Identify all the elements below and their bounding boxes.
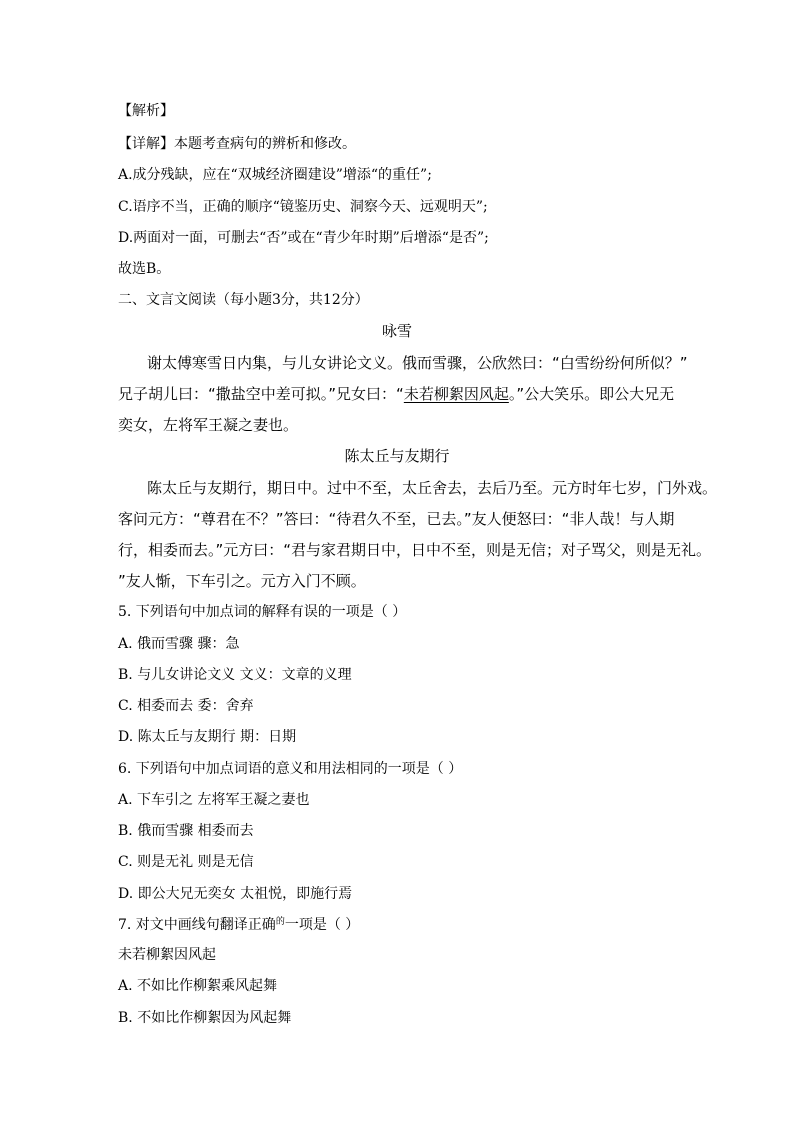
passage2-title: 陈太丘与友期行 <box>344 447 450 465</box>
analysis-heading: 【解析】 <box>118 103 174 119</box>
q6-option-c: C. 则是无礼 则是无信 <box>118 854 254 870</box>
q7-stem <box>118 915 359 935</box>
q5-option-c: C. 相委而去 委：舍弃 <box>118 698 254 714</box>
q6-option-d: D. 即公大兄无奕女 太祖悦，即施行焉 <box>118 886 353 902</box>
passage1-line2-start: 兄子胡儿曰：“撒盐空中差可拟。”兄女曰：“ <box>118 385 404 403</box>
q6-option-a: A. 下车引之 左将军王凝之妻也 <box>118 792 310 808</box>
q6-stem: 6. 下列语句中加点词语的意义和用法相同的一项是（ ） <box>118 761 463 777</box>
passage2-line1: 陈太丘与友期行，期日中。过中不至，太丘舍去，去后乃至。元方时年七岁，门外戏。 <box>147 479 718 497</box>
passage2-line3: 行，相委而去。”元方曰：“君与家君期日中，日中不至，则是无信；对子骂父，则是无礼。 <box>118 541 712 559</box>
passage1-line1: 谢太傅寒雪日内集，与儿女讲论文义。俄而雪骤，公欣然曰：“白雪纷纷何所似？” <box>147 354 688 372</box>
analysis-option-a: A.成分残缺，应在“双城经济圈建设”增添“的重任”; <box>118 167 432 183</box>
q5-option-d: D. 陈太丘与友期行 期：日期 <box>118 729 297 745</box>
q7-stem-start: 7. 对文中画线句翻译正确 <box>118 917 276 933</box>
section-title: 二、文言文阅读（每小题3分，共12分） <box>118 292 369 308</box>
passage1-line3: 奕女，左将军王凝之妻也。 <box>118 416 299 434</box>
q6-option-b: B. 俄而雪骤 相委而去 <box>118 823 254 839</box>
q5-option-b: B. 与儿女讲论文义 文义：文章的义理 <box>118 667 352 683</box>
q5-stem: 5. 下列语句中加点词的解释有误的一项是（ ） <box>118 604 407 620</box>
q5-option-a: A. 俄而雪骤 骤：急 <box>118 636 240 652</box>
passage1-line2 <box>118 384 674 404</box>
q7-option-a: A. 不如比作柳絮乘风起舞 <box>118 978 278 994</box>
passage1-title: 咏雪 <box>381 322 412 340</box>
q7-stem-end: 一项是（ ） <box>284 917 360 933</box>
q7-option-b: B. 不如比作柳絮因为风起舞 <box>118 1010 292 1026</box>
passage1-line2-end: 。”公大笑乐。即公大兄无 <box>508 385 675 403</box>
analysis-option-d: D.两面对一面，可删去“否”或在“青少年时期”后增添“是否”; <box>118 230 489 246</box>
underlined-sentence: 未若柳絮因风起 <box>403 385 509 403</box>
analysis-answer: 故选B。 <box>118 261 171 277</box>
passage2-line4: ”友人惭，下车引之。元方入门不顾。 <box>118 572 366 590</box>
q7-stem-superscript: 的 <box>275 917 285 927</box>
passage2-line2: 客问元方：“尊君在不？”答曰：“待君久不至，已去。”友人便怒曰：“非人哉！与人期 <box>118 510 675 528</box>
analysis-detail: 【详解】本题考查病句的辨析和修改。 <box>118 136 356 152</box>
q7-quote: 未若柳絮因风起 <box>118 947 216 963</box>
analysis-option-c: C.语序不当，正确的顺序“镜鉴历史、洞察今天、远观明天”; <box>118 199 488 215</box>
